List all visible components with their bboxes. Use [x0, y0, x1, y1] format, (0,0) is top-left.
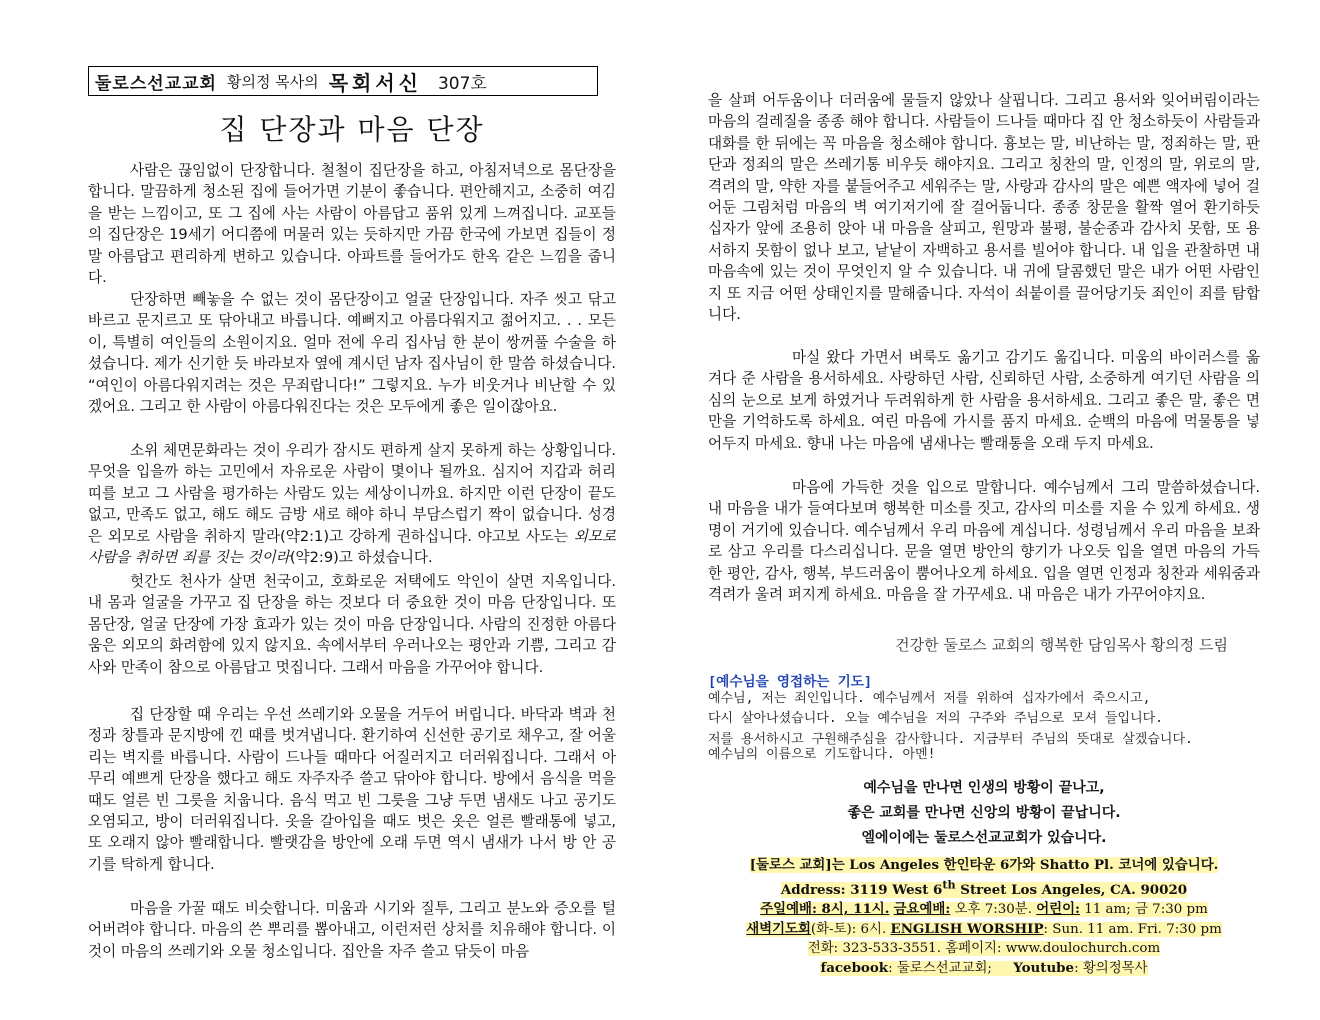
slogan-line: 예수님을 만나면 인생의 방황이 끝나고, [863, 780, 1105, 796]
youtube-label: Youtube [1013, 959, 1075, 976]
paragraph: 소위 체면문화라는 것이 우리가 잠시도 편하게 살지 못하게 하는 상황입니다. 무엇을 입을까 하는 고민에서 자유로운 사람이 몇이나 될까요. 심지어 지갑과 허리띠를 보고 그 사람을 평가하는 사람도 있는 세상이니까요. 하지만 이런 단장이 끝도 없고, 만족도 없고, 해도 해도 금방 새로 해야 하니 부담스럽기 짝이 없습니다. 성경은 외모로 사람을 취하지 말라(약2:1)고 강하게 권하십니다. 야고보 사도는 외모로 사람을 취하면 죄를 짓는 것이라(약2:9)고 하셨습니다. [88, 442, 616, 567]
series-name: 목회서신 [328, 70, 422, 95]
prayer-line: 예수님, 저는 죄인입니다. 예수님께서 저를 위하여 십자가에서 죽으시고, [708, 691, 1151, 706]
address-line: Address: 3119 West 6th Street Los Angeles, CA. 90020 [780, 878, 1188, 898]
facebook-label: facebook [820, 959, 889, 976]
prayer-title: [예수님을 영접하는 기도] [708, 674, 873, 690]
scripture-quote: 외모로 사람을 취하면 죄를 짓는 것이라 [88, 527, 616, 567]
prayer-line: 예수님의 이름으로 기도합니다. 아멘! [708, 747, 936, 762]
paragraph: 사람은 끊임없이 단장합니다. 철철이 집단장을 하고, 아침저녁으로 몸단장을 합니다. 말끔하게 청소된 집에 들어가면 기분이 좋습니다. 편안해지고, 소중히 여김을 받는 느낌이고, 또 그 집에 사는 사람이 아름답고 품위 있게 느껴집니다. 교포들의 집단장은 19세기 어디쯤에 머물러 있는 듯하지만 가끔 한국에 가보면 집들이 정말 아름답고 편리하게 변하고 있습니다. 아파트를 들어가도 한옥 같은 느낌을 줍니다. [88, 162, 616, 287]
paragraph: 마실 왔다 가면서 벼룩도 옮기고 감기도 옮깁니다. 미움의 바이러스를 옮겨다 준 사람을 용서하세요. 사랑하던 사람, 신뢰하던 사람, 소중하게 여기던 사람을 의심의 눈으로 보게 하였거나 두려워하게 한 사람을 용서하세요. 그리고 좋은 말, 좋은 면만을 기억하도록 하세요. 여린 마음에 가시를 품지 마세요. 순백의 마음에 먹물통을 넣어두지 마세요. 향내 나는 마음에 냄새나는 빨래통을 오래 두지 마세요. [708, 349, 1260, 452]
prayer-line: 다시 살아나셨습니다. 오늘 예수님을 저의 구주와 주님으로 모셔 들입니다. [708, 711, 1164, 726]
slogan-line: 좋은 교회를 만나면 신앙의 방황이 끝납니다. [847, 805, 1121, 821]
slogan-line: 엘에이에는 둘로스선교교회가 있습니다. [861, 830, 1107, 846]
paragraph: 단장하면 빼놓을 수 없는 것이 몸단장이고 얼굴 단장입니다. 자주 씻고 닦고 바르고 문지르고 또 닦아내고 바릅니다. 예뻐지고 아름다워지고 젊어지고. . . 모든 이, 특별히 여인들의 소원이지요. 얼마 전에 우리 집사님 한 분이 쌍꺼풀 수술을 하셨습니다. 제가 신기한 듯 바라보자 옆에 계시던 남자 집사님이 한 말씀 하셨습니다. “여인이 아름다워지려는 것은 무죄랍니다!” 그렇지요. 누가 비웃거나 비난할 수 있겠어요. 그리고 한 사람이 아름다워진다는 것은 모두에게 좋은 일이잖아요. [88, 291, 616, 416]
page-title: 집 단장과 마음 단장 [219, 113, 485, 146]
prayer-line: 저를 용서하시고 구원해주심을 감사합니다. 지금부터 주님의 뜻대로 살겠습니다. [708, 732, 1193, 747]
paragraph: 집 단장할 때 우리는 우선 쓰레기와 오물을 거두어 버립니다. 바닥과 벽과 천정과 창틀과 문지방에 낀 때를 벗겨냅니다. 환기하여 신선한 공기로 채우고, 잘 어울리는 벽지를 바릅니다. 사람이 드나들 때마다 어질러지고 더러워집니다. 그래서 아무리 예쁘게 단장을 했다고 해도 자주자주 쓸고 닦아야 합니다. 방에서 음식을 먹을 때도 얼른 빈 그릇을 치웁니다. 음식 먹고 빈 그릇을 그냥 두면 냄새도 나고 공기도 오염되고, 방이 더러워집니다. 옷을 갈아입을 때도 벗은 옷은 얼른 빨래통에 넣고, 또 오래지 않아 빨래합니다. 빨랫감을 방안에 오래 두면 역시 냄새가 나서 방 안 공기를 탁하게 합니다. [88, 706, 616, 873]
paragraph: 마음을 가꿀 때도 비슷합니다. 미움과 시기와 질투, 그리고 분노와 증오를 털어버려야 합니다. 마음의 쓴 뿌리를 뽑아내고, 이런저런 상처를 치유해야 합니다. 이것이 마음의 쓰레기와 오물 청소입니다. 집안을 자주 쓸고 닦듯이 마음 [88, 900, 616, 960]
paragraph: 마음에 가득한 것을 입으로 말합니다. 예수님께서 그리 말씀하셨습니다. 내 마음을 내가 들여다보며 행복한 미소를 짓고, 감사의 미소를 지을 수 있게 하세요. 생명이 거기에 있습니다. 예수님께서 우리 마음에 계십니다. 성령님께서 우리 마음을 보좌로 삼고 우리를 다스리십니다. 문을 열면 방안의 향기가 나오듯 입을 열면 마음의 가득한 평안, 감사, 행복, 부드러움이 뿜어나오게 하세요. 입을 열면 인정과 칭찬과 세워줌과 격려가 울려 퍼지게 하세요. 마음을 잘 가꾸세요. 내 마음은 내가 가꾸어야지요. [708, 479, 1260, 604]
service-times-line: 주일예배: 8시, 11시. 금요예배: 오후 7:30분. 어린이: 11 am; 금 7:30 pm [760, 901, 1208, 918]
signature: 건강한 둘로스 교회의 행복한 담임목사 황의정 드림 [895, 636, 1228, 654]
paragraph: 헛간도 천사가 살면 천국이고, 호화로운 저택에도 악인이 살면 지옥입니다. 내 몸과 얼굴을 가꾸고 집 단장을 하는 것보다 더 중요한 것이 마음 단장입니다. 또 몸단장, 얼굴 단장에 가장 효과가 있는 것이 마음 단장입니다. 사람의 진정한 아름다움은 외모의 화려함에 있지 않지요. 속에서부터 우러나오는 평안과 기쁨, 그리고 감사와 만족이 참으로 아름답고 멋집니다. 그래서 마음을 가꾸어야 합니다. [88, 573, 616, 676]
social-line: facebook: 둘로스선교교회; Youtube: 황의정목사 [820, 959, 1148, 976]
newsletter-header [88, 66, 598, 96]
pastor-name: 황의정 목사의 [226, 72, 319, 91]
church-info [708, 856, 1260, 978]
location-line: [둘로스 교회]는 Los Angeles 한인타운 6가와 Shatto Pl. 코너에 있습니다. [749, 857, 1219, 873]
paragraph: 을 살펴 어두움이나 더러움에 물들지 않았나 살핍니다. 그리고 용서와 잊어버림이라는 마음의 걸레질을 종종 해야 합니다. 사람들이 드나들 때마다 집 안 청소하듯이 사람들과 대화를 한 뒤에는 꼭 마음을 청소해야 합니다. 흉보는 말, 비난하는 말, 정죄하는 말, 판단과 정죄의 말은 쓰레기통 비우듯 해야지요. 그리고 칭찬의 말, 인정의 말, 위로의 말, 격려의 말, 약한 자를 붙들어주고 세워주는 말, 사랑과 감사의 말은 예쁜 액자에 넣어 걸어둔 그림처럼 마음의 벽 여기저기에 잘 걸어둡니다. 종종 창문을 활짝 열어 환기하듯 십자가 앞에 조용히 앉아 내 마음을 살피고, 원망과 불평, 불순종과 감사치 못함, 또 용서하지 못함이 없나 보고, 낱낱이 자백하고 용서를 빌어야 합니다. 내 입을 관찰하면 내 마음속에 있는 것이 무엇인지 알 수 있습니다. 내 귀에 달콤했던 말은 내가 어떤 사람인지 또 지금 어떤 상태인지를 말해줍니다. 자석이 쇠붙이를 끌어당기듯 죄인이 죄를 탐합니다. [708, 92, 1260, 324]
church-name: 둘로스선교교회 [95, 73, 217, 94]
contact-line: 전화: 323-533-3551. 홈페이지: www.doulochurch.com [807, 941, 1161, 957]
issue-number: 307호 [437, 73, 487, 94]
dawn-english-line: 새벽기도회(화-토): 6시. ENGLISH WORSHIP: Sun. 11 am. Fri. 7:30 pm [746, 920, 1222, 937]
